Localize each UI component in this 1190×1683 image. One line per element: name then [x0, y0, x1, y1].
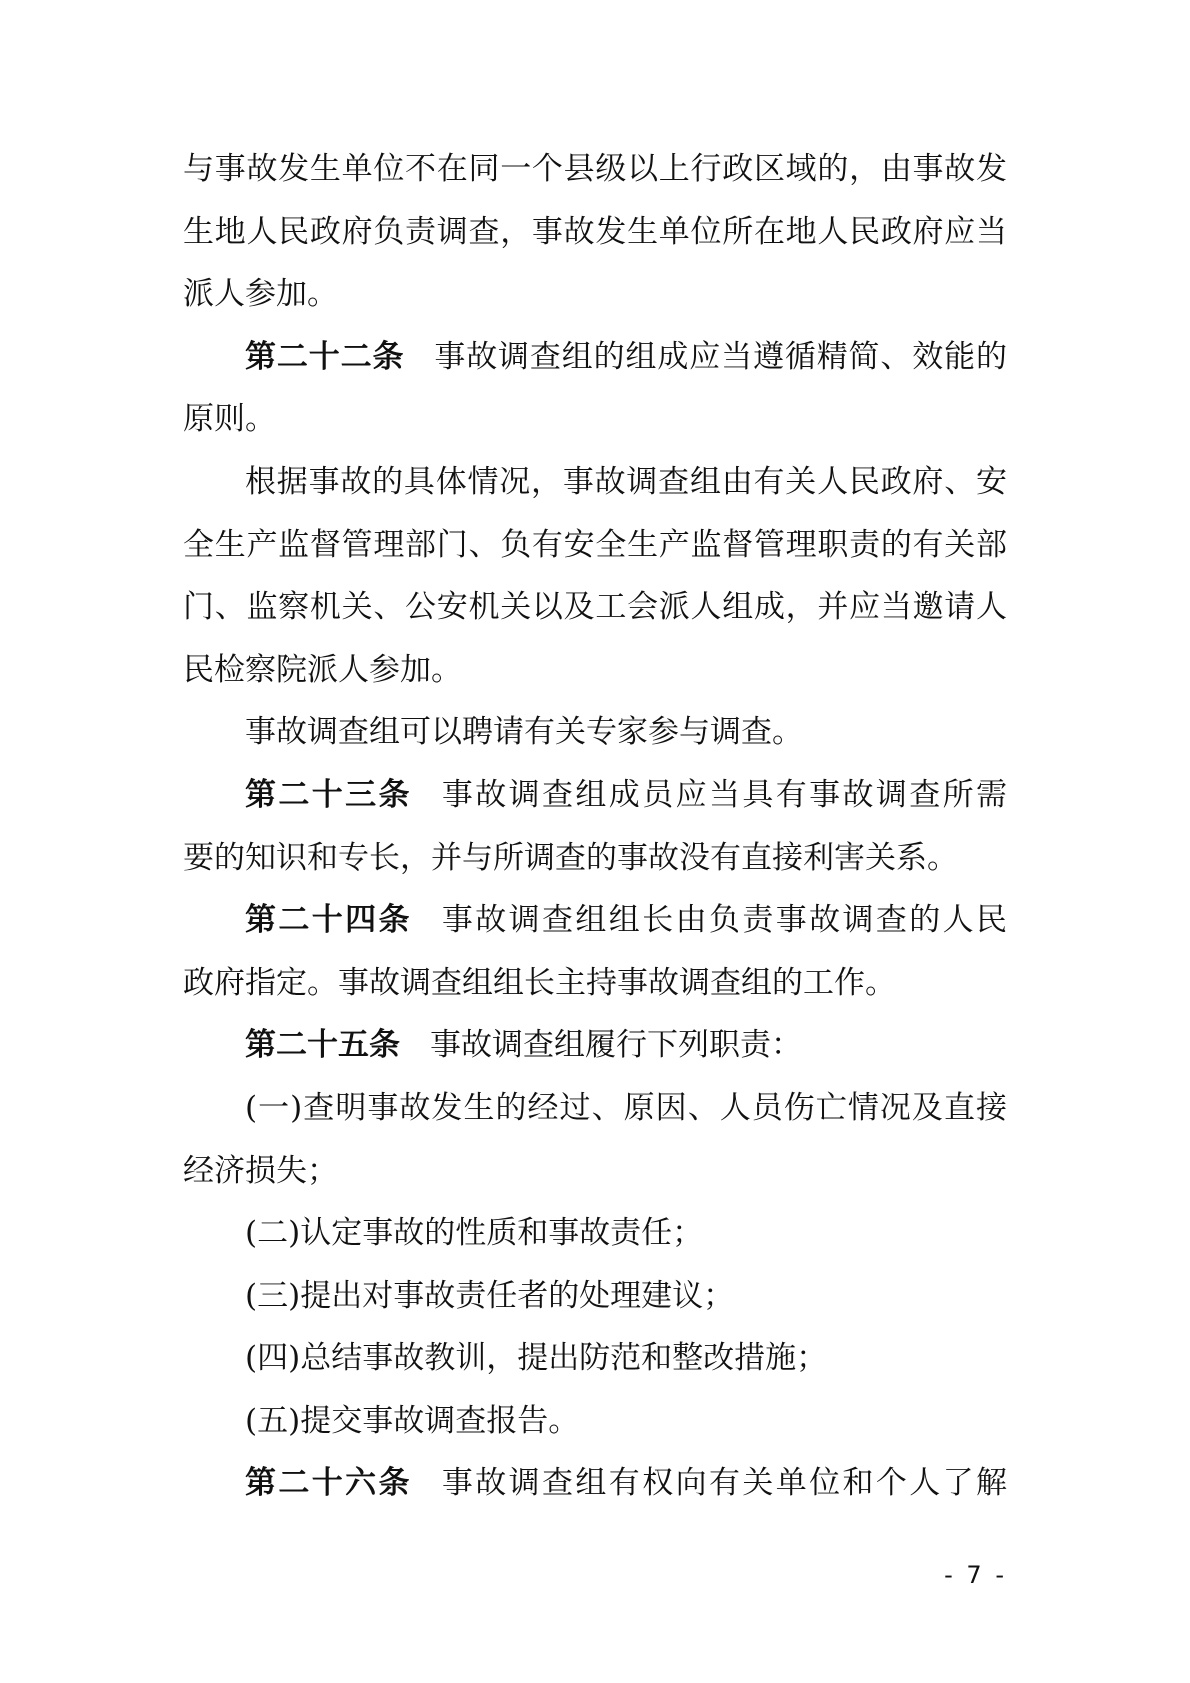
list-item-line: (二)认定事故的性质和事故责任； [245, 1215, 704, 1252]
text-line: 民检察院派人参加。 [183, 651, 462, 688]
text-line: 经济损失； [183, 1152, 338, 1189]
article-text: 事故调查组有权向有关单位和个人了解 [441, 1465, 1007, 1502]
article-number-label: 第二十三条 [245, 776, 412, 813]
list-item-line: (一)查明事故发生的经过、原因、人员伤亡情况及直接 [245, 1089, 1007, 1126]
article-heading-line [183, 1014, 1007, 1077]
text-line: 根据事故的具体情况，事故调查组由有关人民政府、安 [245, 463, 1007, 500]
article-number-label: 第二十六条 [245, 1465, 412, 1502]
article-number-label: 第二十二条 [245, 338, 405, 375]
text-line: 生地人民政府负责调查，事故发生单位所在地人民政府应当 [183, 213, 1007, 250]
article-text: 事故调查组成员应当具有事故调查所需 [441, 776, 1007, 813]
article-number-label: 第二十四条 [245, 902, 412, 939]
page-body-text [183, 138, 1007, 1515]
list-item-line: (五)提交事故调查报告。 [245, 1402, 580, 1439]
article-text: 事故调查组履行下列职责： [430, 1027, 802, 1064]
list-item-line: (四)总结事故教训，提出防范和整改措施； [245, 1340, 828, 1377]
text-line: 派人参加。 [183, 276, 338, 313]
text-line: 事故调查组可以聘请有关专家参与调查。 [245, 714, 803, 751]
page-number: - 7 - [944, 1561, 1007, 1589]
text-line: 原则。 [183, 401, 276, 438]
article-heading-line [183, 326, 1007, 389]
text-line: 要的知识和专长，并与所调查的事故没有直接利害关系。 [183, 839, 958, 876]
article-text: 事故调查组的组成应当遵循精简、效能的 [434, 338, 1008, 375]
article-number-label: 第二十五条 [245, 1027, 400, 1064]
article-heading-line [183, 889, 1007, 952]
text-line: 与事故发生单位不在同一个县级以上行政区域的，由事故发 [183, 151, 1007, 187]
article-heading-line [183, 764, 1007, 827]
text-line: 门、监察机关、公安机关以及工会派人组成，并应当邀请人 [183, 589, 1007, 626]
article-heading-line [183, 1452, 1007, 1515]
text-line: 政府指定。事故调查组组长主持事故调查组的工作。 [183, 964, 896, 1001]
text-line: 全生产监督管理部门、负有安全生产监督管理职责的有关部 [183, 526, 1007, 563]
article-text: 事故调查组组长由负责事故调查的人民 [441, 902, 1007, 939]
list-item-line: (三)提出对事故责任者的处理建议； [245, 1277, 735, 1314]
